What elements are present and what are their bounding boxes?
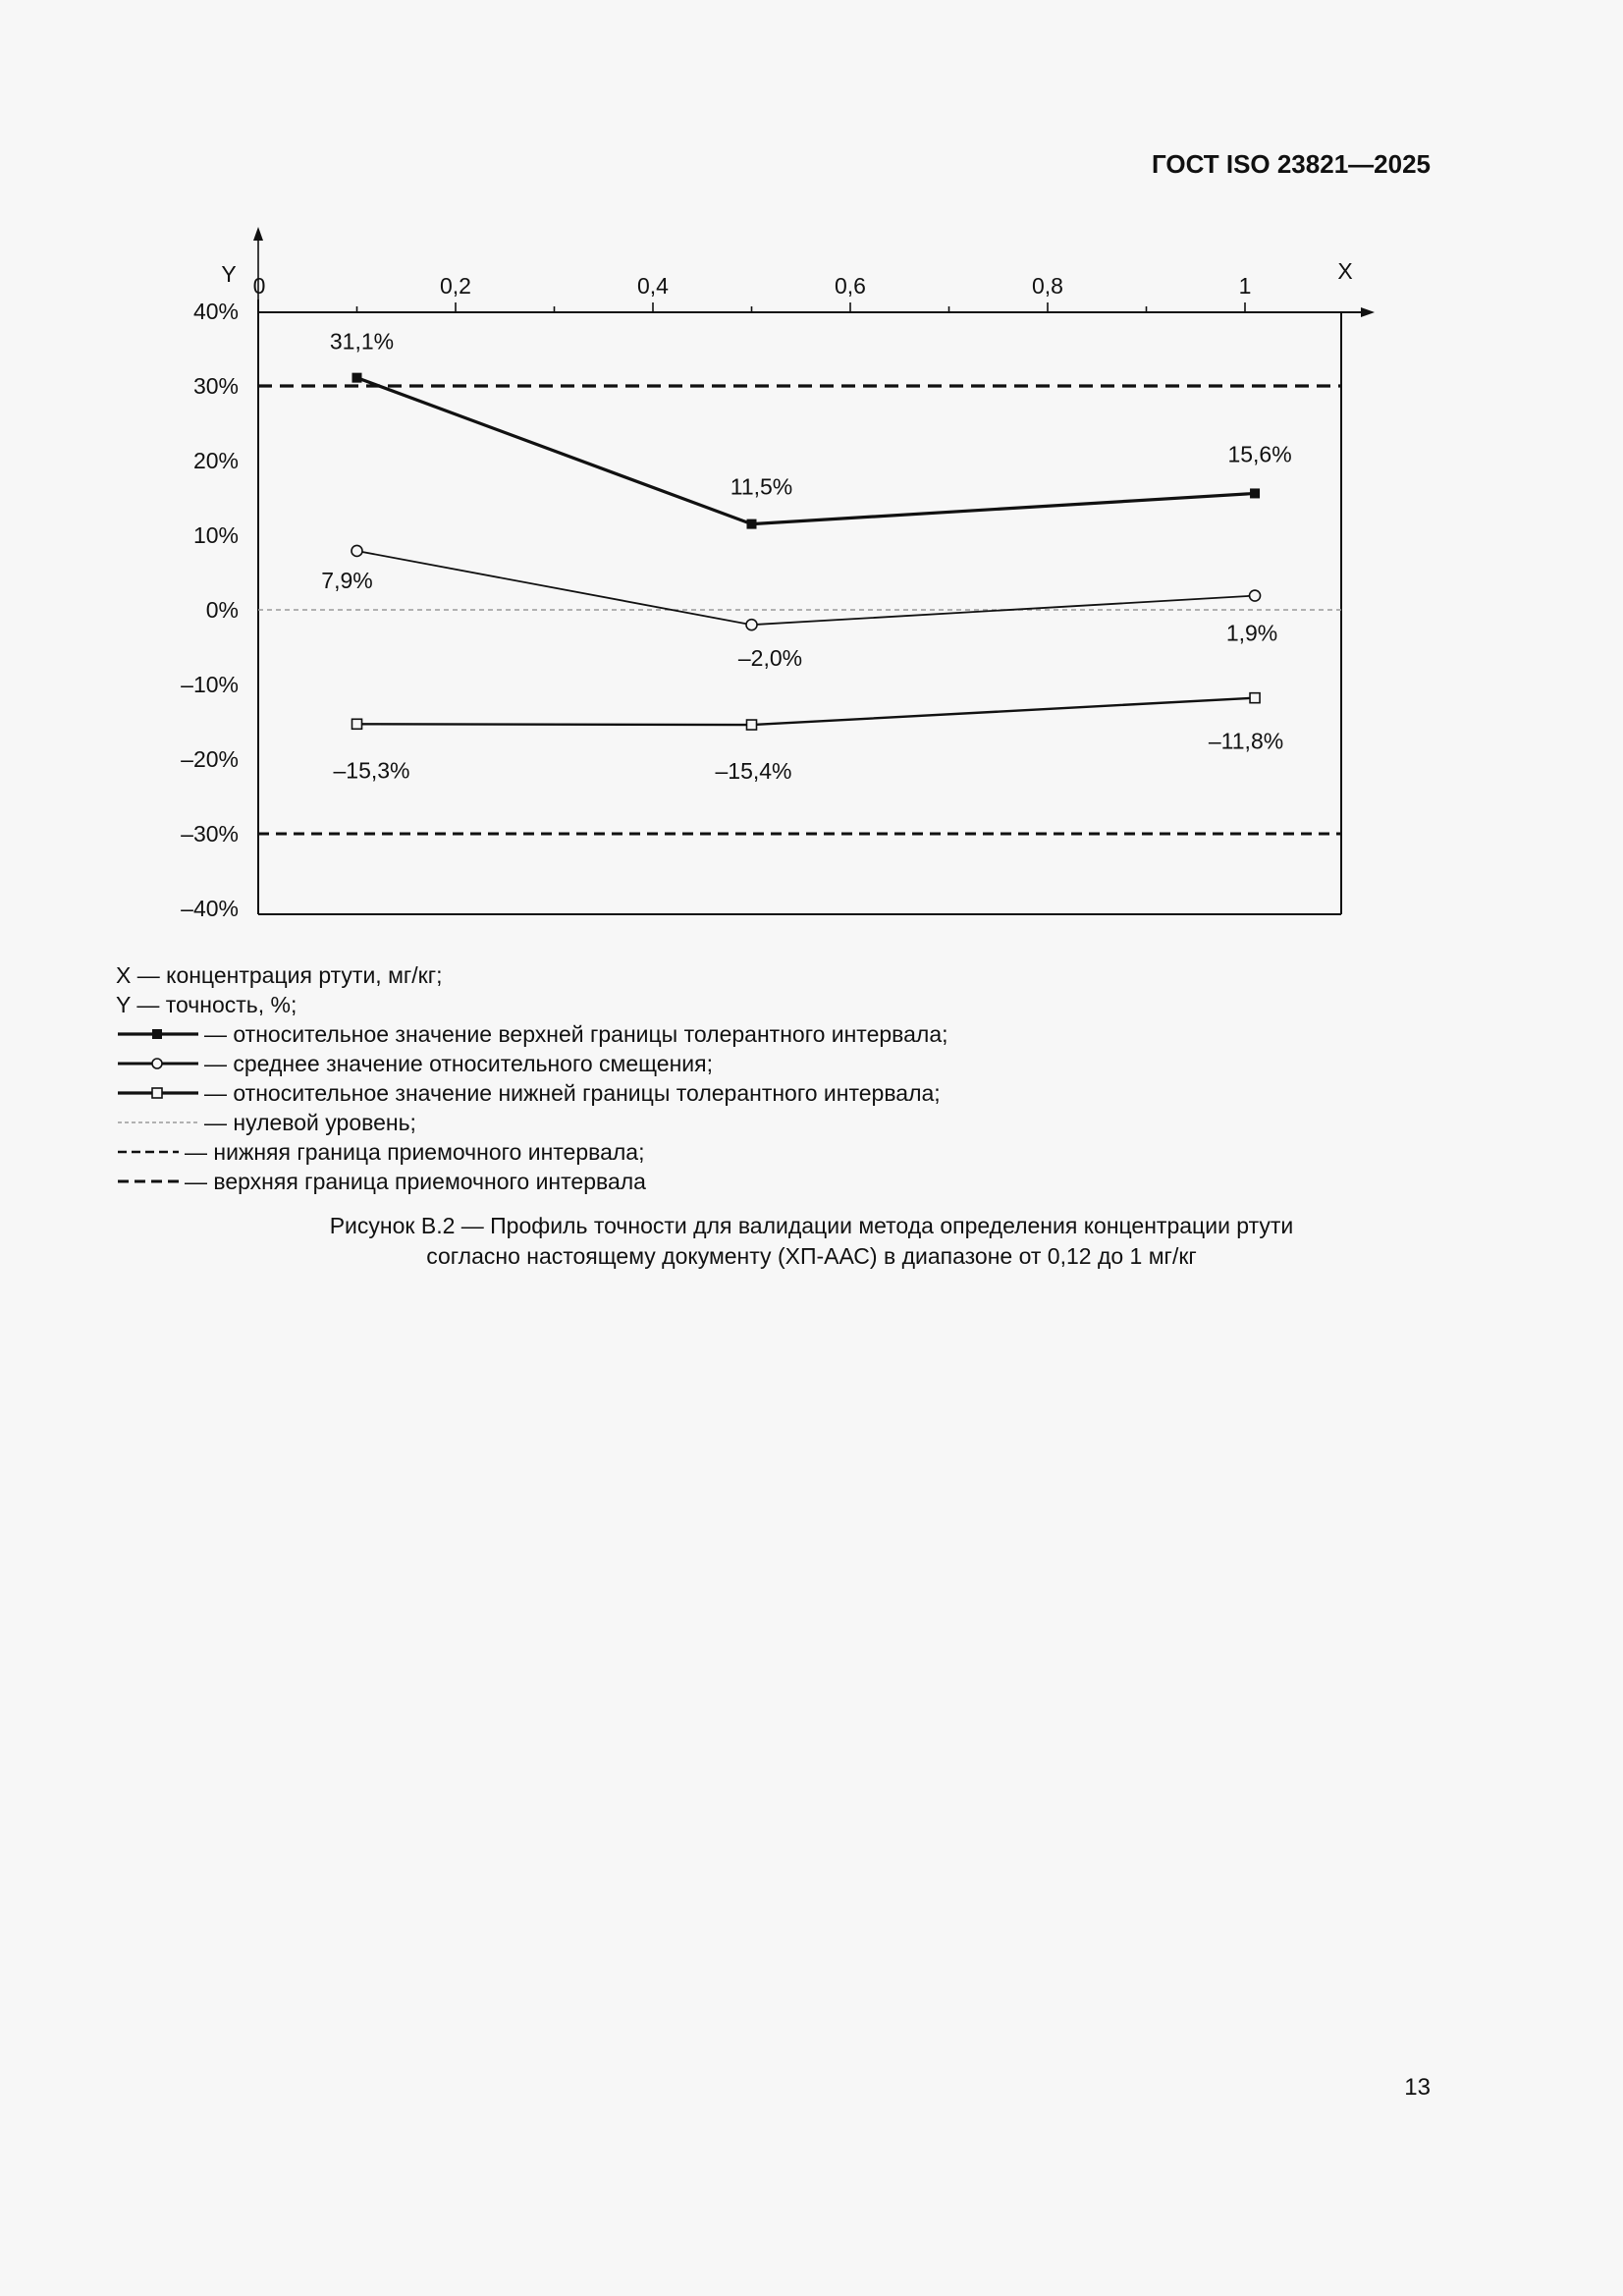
x-axis-title: X: [1337, 258, 1353, 284]
mean_bias-data-label: 7,9%: [321, 567, 373, 593]
x-tick-label: 0,8: [1032, 273, 1063, 299]
legend-upper-acceptance-text: — верхняя граница приемочного интервала: [185, 1169, 646, 1194]
y-tick-label: 20%: [192, 448, 239, 473]
lower_tolerance-data-label: –11,8%: [1208, 728, 1284, 754]
y-tick-label: –20%: [181, 746, 239, 772]
accuracy-profile-chart: [147, 221, 1394, 928]
mean_bias-data-label: –2,0%: [737, 645, 803, 672]
lower_tolerance-data-label: –15,3%: [333, 757, 410, 784]
upper_tolerance-point: [747, 519, 757, 529]
y-tick-label: –30%: [181, 821, 239, 847]
caption-line-2: согласно настоящему документу (ХП-ААС) в диапазоне от 0,12 до 1 мг/кг: [426, 1243, 1197, 1269]
mean_bias-series-line: [357, 551, 1256, 625]
legend-lower-acceptance-text: — нижняя граница приемочного интервала;: [185, 1139, 645, 1165]
upper_tolerance-data-label: 11,5%: [730, 473, 793, 500]
legend: [116, 960, 948, 1196]
legend-y-axis: [116, 990, 948, 1019]
legend-y-axis-text: Y — точность, %;: [116, 992, 298, 1017]
legend-x-axis: [116, 960, 948, 990]
legend-lower-tolerance: [116, 1078, 948, 1108]
x-tick-label: 0: [252, 273, 266, 299]
upper_tolerance-point: [352, 373, 362, 383]
legend-mean-bias: [116, 1049, 948, 1078]
lower_tolerance-data-label: –15,4%: [715, 758, 792, 785]
legend-lower-tolerance-text: — относительное значение нижней границы толерантного интервала;: [204, 1080, 941, 1106]
open-square-marker-icon: [116, 1083, 200, 1103]
lower_tolerance-point: [747, 720, 757, 730]
mean_bias-point: [352, 545, 362, 556]
long-dashed-line-icon: [116, 1172, 181, 1191]
y-tick-label: –40%: [181, 896, 239, 921]
lower_tolerance-point: [1250, 693, 1260, 703]
x-tick-label: 1: [1238, 273, 1252, 299]
page-number: 13: [1404, 2074, 1431, 2101]
upper_tolerance-point: [1250, 488, 1260, 498]
filled-square-marker-icon: [116, 1024, 200, 1044]
y-axis-title: Y: [221, 261, 237, 287]
y-tick-label: 40%: [192, 299, 239, 324]
legend-upper-acceptance: [116, 1167, 948, 1196]
figure-caption: [0, 1211, 1623, 1272]
y-axis-arrow: [253, 227, 263, 241]
mean_bias-point: [1250, 590, 1261, 601]
y-tick-label: –10%: [181, 672, 239, 697]
upper_tolerance-series-line: [357, 378, 1256, 524]
y-tick-label: 0%: [205, 597, 239, 623]
mean_bias-data-label: 1,9%: [1225, 620, 1278, 646]
legend-lower-acceptance: [116, 1137, 948, 1167]
legend-zero-level: [116, 1108, 948, 1137]
mean_bias-point: [746, 620, 757, 630]
legend-upper-tolerance-text: — относительное значение верхней границы толерантного интервала;: [204, 1021, 948, 1047]
upper_tolerance-data-label: 15,6%: [1227, 441, 1292, 467]
y-tick-label: 30%: [192, 373, 239, 399]
x-tick-label: 0,6: [835, 273, 866, 299]
y-tick-label: 10%: [192, 522, 239, 548]
dashed-line-icon: [116, 1142, 181, 1162]
lower_tolerance-series-line: [357, 698, 1256, 725]
legend-x-axis-text: X — концентрация ртути, мг/кг;: [116, 962, 443, 988]
legend-zero-level-text: — нулевой уровень;: [204, 1110, 416, 1135]
x-tick-label: 0,4: [637, 273, 669, 299]
x-tick-label: 0,2: [440, 273, 471, 299]
upper_tolerance-data-label: 31,1%: [329, 328, 395, 355]
legend-mean-bias-text: — среднее значение относительного смещения;: [204, 1051, 713, 1076]
caption-line-1: Рисунок В.2 — Профиль точности для валидации метода определения концентрации ртути: [329, 1213, 1294, 1238]
legend-upper-tolerance: [116, 1019, 948, 1049]
lower_tolerance-point: [352, 719, 362, 729]
document-code: ГОСТ ISO 23821—2025: [1151, 149, 1431, 179]
open-circle-marker-icon: [116, 1054, 200, 1073]
x-axis-arrow: [1361, 307, 1375, 317]
dotted-line-icon: [116, 1113, 200, 1132]
